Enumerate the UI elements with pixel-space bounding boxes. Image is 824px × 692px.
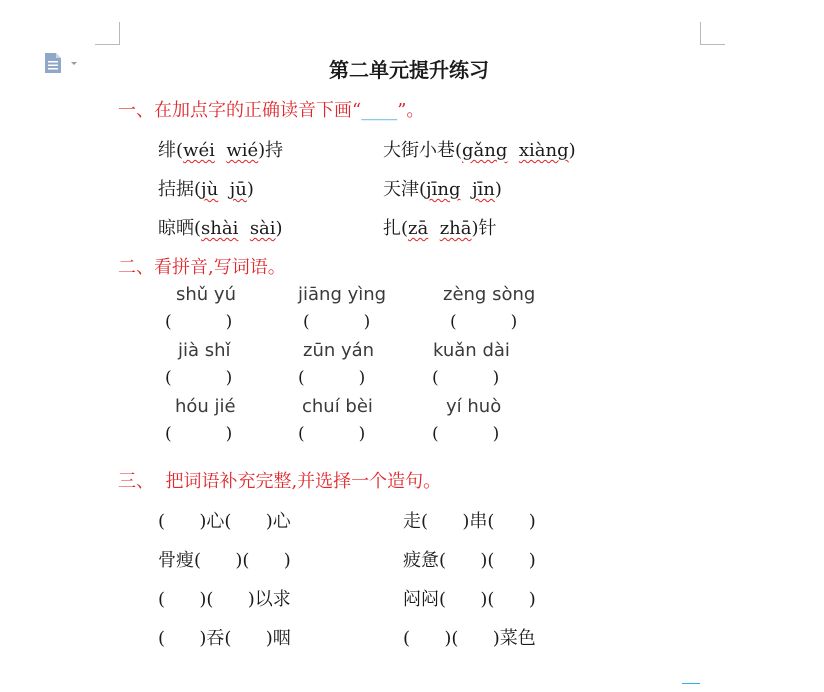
- section1-title: 一、在加点字的正确读音下画“____”。: [118, 100, 425, 121]
- answer-blank[interactable]: ( ): [303, 312, 371, 332]
- answer-blank[interactable]: ( ): [165, 424, 233, 444]
- answer-blank[interactable]: ( ): [432, 368, 500, 388]
- idiom-item[interactable]: ( )( )以求: [158, 589, 291, 610]
- answer-blank[interactable]: ( ): [432, 424, 500, 444]
- idiom-item[interactable]: 闷闷( )( ): [403, 589, 536, 610]
- pronunciation-item: 绯(wéi wié)持: [158, 140, 284, 161]
- answer-blank[interactable]: ( ): [298, 424, 366, 444]
- pronunciation-item: 扎(zā zhā)针: [383, 218, 497, 239]
- page-corner-mark-left: [95, 22, 120, 45]
- idiom-item[interactable]: ( )吞( )咽: [158, 628, 291, 649]
- pinyin-prompt: yí huò: [446, 396, 502, 417]
- pronunciation-item: 大街小巷(gǎng xiàng): [383, 140, 576, 161]
- answer-blank[interactable]: ( ): [165, 368, 233, 388]
- pinyin-prompt: zūn yán: [303, 340, 375, 361]
- pronunciation-item: 天津(jīng jīn): [383, 179, 502, 200]
- pronunciation-item: 晾晒(shài sài): [158, 218, 283, 239]
- idiom-item[interactable]: ( )( )菜色: [403, 628, 536, 649]
- section2-title: 二、看拼音,写词语。: [118, 257, 286, 278]
- cursor-line: [682, 683, 700, 684]
- page-corner-mark-right: [700, 22, 725, 45]
- section3-title: 三、 把词语补充完整,并选择一个造句。: [118, 471, 442, 492]
- pinyin-prompt: jià shǐ: [178, 340, 231, 361]
- answer-blank[interactable]: ( ): [298, 368, 366, 388]
- pinyin-prompt: kuǎn dài: [433, 340, 510, 361]
- pronunciation-item: 拮据(jù jū): [158, 179, 254, 200]
- pinyin-prompt: zèng sòng: [443, 284, 536, 305]
- page-title: 第二单元提升练习: [329, 58, 489, 82]
- pinyin-prompt: chuí bèi: [302, 396, 373, 417]
- idiom-item[interactable]: 骨瘦( )( ): [158, 550, 291, 571]
- idiom-item[interactable]: ( )心( )心: [158, 511, 291, 532]
- answer-blank[interactable]: ( ): [450, 312, 518, 332]
- idiom-item[interactable]: 走( )串( ): [403, 511, 536, 532]
- idiom-item[interactable]: 疲惫( )( ): [403, 550, 536, 571]
- answer-blank[interactable]: ( ): [165, 312, 233, 332]
- pinyin-prompt: jiāng yìng: [298, 284, 387, 305]
- pinyin-prompt: hóu jié: [175, 396, 236, 417]
- pinyin-prompt: shǔ yú: [176, 284, 236, 305]
